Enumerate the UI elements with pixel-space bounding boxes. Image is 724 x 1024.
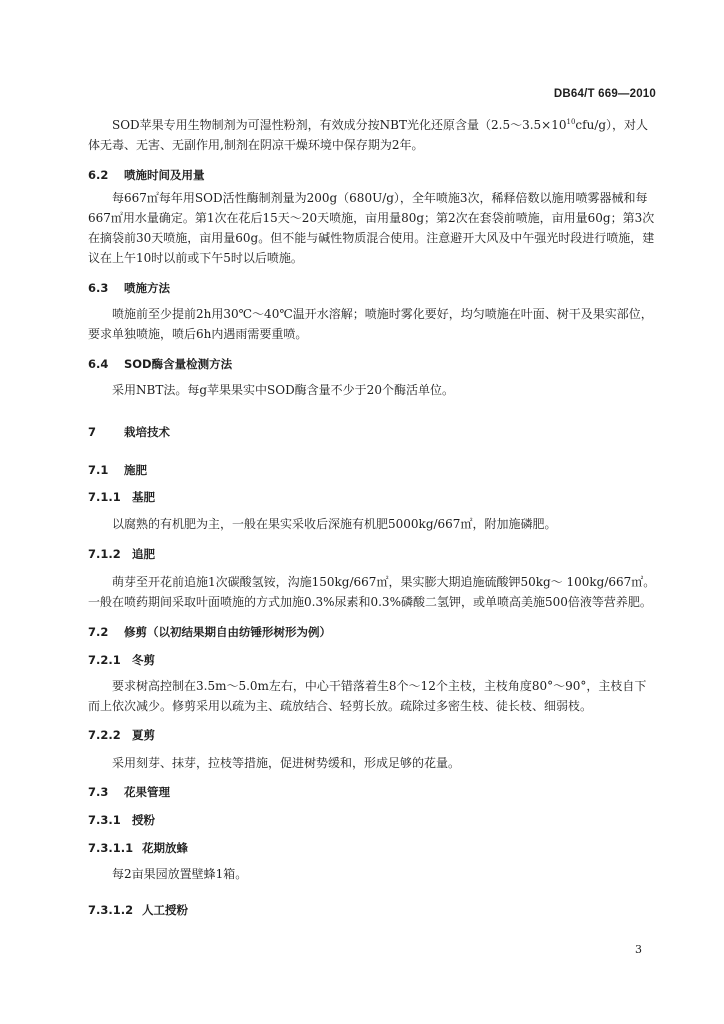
heading-6-3: 6.3 喷施方法 (88, 281, 170, 295)
paragraph-6-4: 采用NBT法。每g苹果果实中SOD酶含量不少于20个酶活单位。 (112, 383, 454, 397)
heading-7: 7 栽培技术 (88, 425, 170, 439)
heading-7-3-1-2: 7.3.1.2 人工授粉 (88, 903, 188, 917)
paragraph-7-1-2: 萌芽至开花前追施1次碳酸氢铵，沟施150kg/667㎡，果实膨大期追施硫酸钾50kg～ 100kg/667㎡。一般在喷药期间采取叶面喷施的方式加施0.3%尿素和0.3%磷酸二氢钾，或单喷高美施500倍液等营养肥。 (88, 575, 656, 609)
heading-7-3-1-1: 7.3.1.1 花期放蜂 (88, 841, 188, 855)
paragraph-7-2-2: 采用刻芽、抹芽，拉枝等措施，促进树势缓和，形成足够的花量。 (112, 756, 461, 770)
paragraph-6-2: 每667㎡每年用SOD活性酶制剂量为200g（680U/g），全年喷施3次，稀释倍数以施用喷雾器械和每667㎡用水量确定。第1次在花后15天～20天喷施，亩用量80g；第2次在套袋前喷施，亩用量60g；第3次在摘袋前30天喷施，亩用量60g。但不能与碱性物质混合使用。注意避开大风及中午强光时段进行喷施，建议在上午10时以前或下午5时以后喷施。 (88, 191, 655, 265)
sod-intro-paragraph: SOD苹果专用生物制剂为可湿性粉剂，有效成分按NBT光化还原含量$(2.5\sim 3.5\times 10^{10}cfu/g)$，对人体无毒、无害、无副作用,制剂在阴凉干燥环境中保存期为2年。 (88, 118, 649, 152)
heading-7-2: 7.2 修剪（以初结果期自由纺锤形树形为例） (88, 625, 331, 639)
paragraph-7-2-1: 要求树高控制在3.5m～5.0m左右，中心干错落着生8个～12个主枝，主枝角度80°～90°，主枝自下而上依次减少。修剪采用以疏为主、疏放结合、轻剪长放。疏除过多密生枝、徒长枝、细弱枝。 (88, 679, 647, 713)
heading-7-1-1: 7.1.1 基肥 (88, 490, 155, 504)
heading-7-2-1: 7.2.1 冬剪 (88, 653, 155, 667)
heading-7-3-1: 7.3.1 授粉 (88, 813, 155, 827)
document-code: DB64/T 669—2010 (553, 88, 656, 100)
paragraph-6-3: 喷施前至少提前2h用30℃～40℃温开水溶解；喷施时雾化要好，均匀喷施在叶面、树干及果实部位，要求单独喷施，喷后6h内遇雨需要重喷。 (88, 307, 653, 341)
heading-7-2-2: 7.2.2 夏剪 (88, 728, 155, 742)
paragraph-7-3-1-1: 每2亩果园放置壁蜂1箱。 (112, 867, 248, 881)
heading-6-2: 6.2 喷施时间及用量 (88, 168, 205, 182)
heading-7-3: 7.3 花果管理 (88, 785, 170, 799)
paragraph-7-1-1: 以腐熟的有机肥为主，一般在果实采收后深施有机肥5000kg/667㎡，附加施磷肥。 (112, 517, 557, 531)
heading-7-1: 7.1 施肥 (88, 463, 147, 477)
heading-7-1-2: 7.1.2 追肥 (88, 547, 155, 561)
heading-6-4: 6.4 SOD酶含量检测方法 (88, 357, 233, 371)
page-number: 3 (635, 943, 642, 956)
exponent: 10 (566, 118, 576, 126)
